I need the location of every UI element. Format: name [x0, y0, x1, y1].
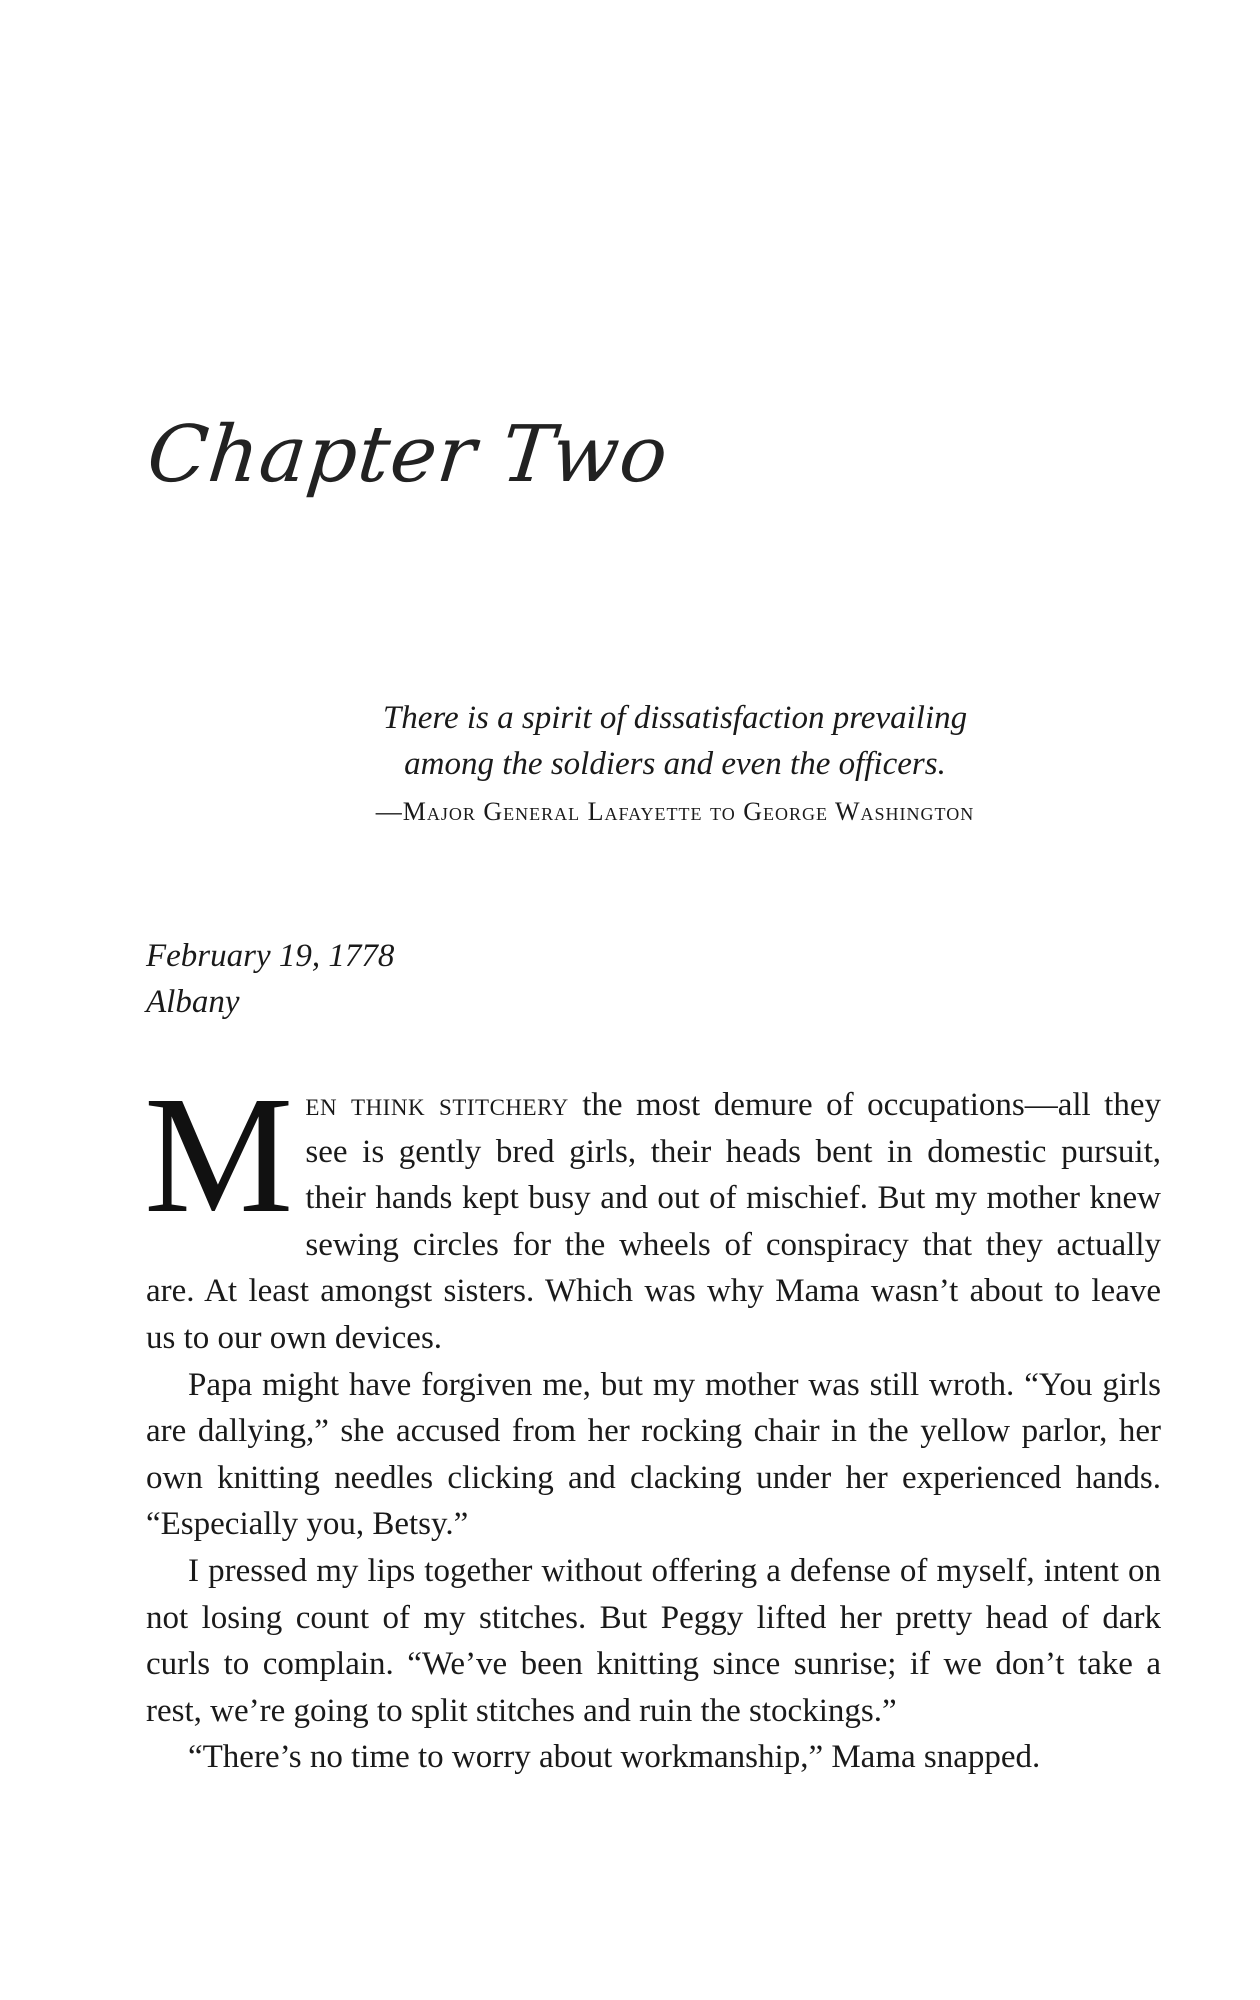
- paragraph: I pressed my lips together without offering a defense of myself, intent on not losing count of my stitches. But Peggy lifted her pretty head of dark curls to complain. “We’ve been knitting since sunrise; if we don’t take a rest, we’re going to split stitches and ruin the stockings.”: [146, 1552, 1161, 1729]
- drop-cap: M: [144, 1062, 294, 1248]
- dateline-date: February 19, 1778: [146, 938, 395, 974]
- paragraph: “There’s no time to worry about workmanship,” Mama snapped.: [188, 1739, 1041, 1776]
- epigraph-line-2: among the soldiers and even the officers.: [404, 746, 946, 782]
- dateline-place: Albany: [146, 984, 240, 1020]
- paragraph-text: the most demure of occupations—all they see is gently bred girls, their heads bent in domestic pursuit, their hands kept busy and out of mischief. But my mother knew sewing circles for the wheels of conspiracy that they actually are. At least amongst sisters. Which was why Mama wasn’t about to leave us to our own devices.: [146, 1087, 1161, 1356]
- epigraph-attribution: —Major General Lafayette to George Washington: [375, 797, 975, 826]
- epigraph: [200, 695, 1150, 835]
- chapter-title: Chapter Two: [143, 410, 673, 500]
- paragraph: [144, 1062, 1161, 1362]
- lead-in-small-caps: en think stitchery: [305, 1087, 569, 1123]
- dateline: [146, 933, 394, 1025]
- paragraph: Papa might have forgiven me, but my mother was still wroth. “You girls are dallying,” she accused from her rocking chair in the yellow parlor, her own knitting needles clicking and clacking under her experienced hands. “Especially you, Betsy.”: [146, 1366, 1161, 1543]
- chapter-body: [144, 1062, 1161, 1781]
- epigraph-line-1: There is a spirit of dissatisfaction prevailing: [382, 700, 968, 736]
